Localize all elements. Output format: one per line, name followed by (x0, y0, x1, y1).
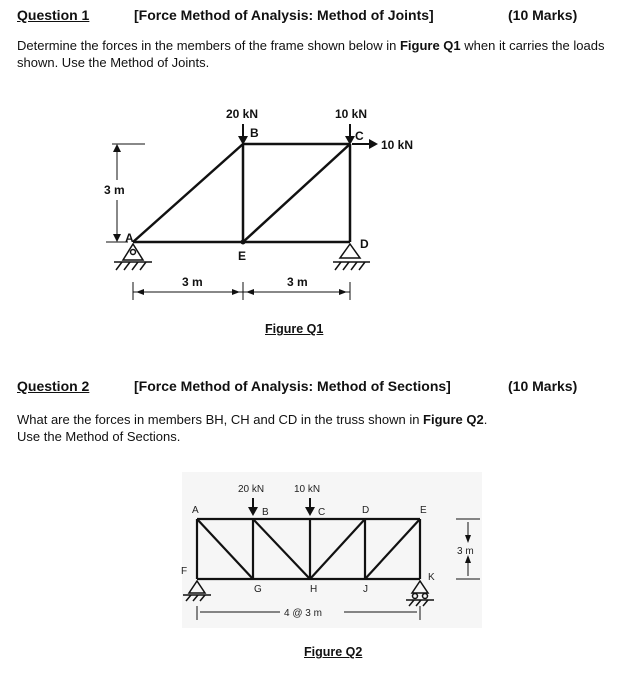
question-1-text (17, 37, 607, 71)
q2-load-b-label: 20 kN (238, 484, 265, 495)
q1-node-a: A (125, 231, 134, 245)
question-1-number: Question 1 (17, 7, 90, 23)
member-ec (243, 144, 350, 242)
question-1-figure-ref: Figure Q1 (399, 38, 461, 53)
question-1-marks: (10 Marks) (508, 7, 578, 23)
q2-span-dim: 4 @ 3 m (284, 608, 322, 619)
q2-node-h: H (310, 584, 318, 595)
q1-load-c-horizontal-label: 10 kN (381, 138, 414, 152)
question-2-text (17, 411, 607, 445)
q2-node-a: A (192, 505, 199, 516)
q2-node-g: G (254, 584, 262, 595)
figure-q1-caption: Figure Q1 (265, 322, 324, 336)
q1-height-dim: 3 m (104, 183, 125, 197)
q1-node-d: D (360, 237, 369, 251)
member-ab (133, 144, 243, 242)
question-1-topic: [Force Method of Analysis: Method of Joints] (134, 7, 434, 23)
q2-node-c: C (318, 507, 326, 518)
question-2-figure-ref: Figure Q2 (423, 412, 484, 427)
question-2-text-line2: Use the Method of Sections. (17, 429, 181, 444)
q2-node-e: E (420, 505, 427, 516)
q2-node-k: K (428, 572, 435, 583)
figure-q2-truss (0, 470, 626, 640)
q1-load-c-label: 10 kN (335, 107, 368, 121)
q2-load-c-label: 10 kN (294, 484, 321, 495)
question-2-text-before: What are the forces in members BH, CH and CD in the truss shown in (17, 412, 424, 427)
q1-span-ed: 3 m (287, 275, 308, 289)
q2-node-d: D (362, 505, 370, 516)
q1-node-e: E (238, 249, 247, 263)
question-2-marks: (10 Marks) (508, 378, 578, 394)
question-1-text-before: Determine the forces in the members of the frame shown below in (17, 38, 400, 53)
q2-node-f: F (181, 566, 188, 577)
question-2-topic: [Force Method of Analysis: Method of Sections] (134, 378, 451, 394)
support-a-pin (114, 244, 152, 270)
figure-q2-caption: Figure Q2 (304, 645, 363, 659)
q1-load-b-label: 20 kN (226, 107, 259, 121)
question-1-text-after: when it carries the loads shown. Use the Method of Joints. (17, 38, 605, 70)
q1-node-c: C (355, 129, 364, 143)
q2-height-dim: 3 m (457, 546, 474, 557)
q1-span-ae: 3 m (182, 275, 203, 289)
q1-node-b: B (250, 126, 259, 140)
figure-q1-frame (0, 95, 626, 355)
question-2-number: Question 2 (17, 378, 90, 394)
q2-node-j: J (363, 584, 368, 595)
question-2-text-after: . (483, 412, 488, 427)
q2-node-b: B (262, 507, 269, 518)
